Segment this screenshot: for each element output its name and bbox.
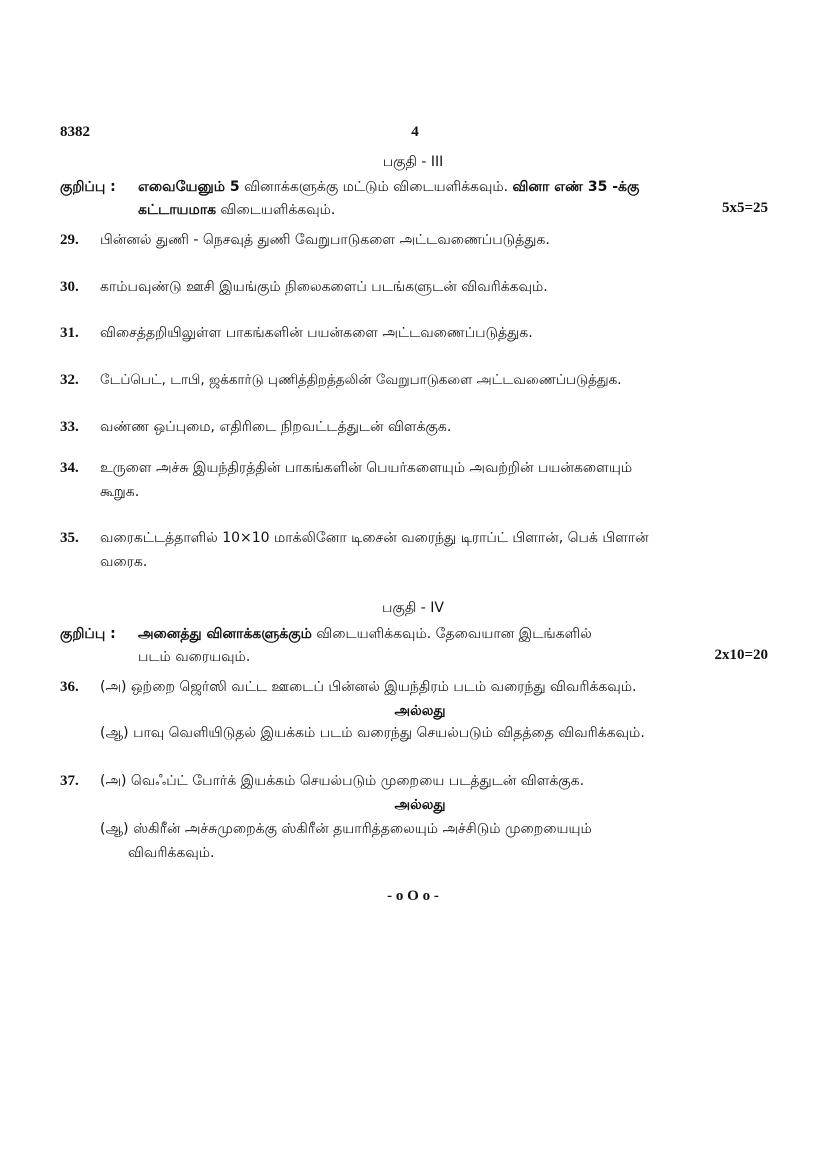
part3-title — [0, 151, 826, 173]
option-b-line2: விவரிக்கவும். — [128, 845, 215, 861]
question-37 — [60, 770, 740, 862]
part3-note-text1: வினாக்களுக்கு மட்டும் விடையளிக்கவும். — [239, 179, 513, 195]
part3-note-label: குறிப்பு : — [60, 179, 116, 195]
part4-note — [60, 623, 770, 669]
page-number: 4 — [411, 124, 419, 140]
end-mark: - o O o - — [387, 888, 439, 904]
question-text-line2: வரைக. — [100, 554, 148, 570]
question-text: பின்னல் துணி - நெசவுத் துணி வேறுபாடுகளை அட்டவணைப்படுத்துக. — [100, 232, 550, 248]
question-number: 35. — [60, 530, 79, 546]
question-36 — [60, 676, 740, 746]
part3-note-line2 — [138, 199, 335, 221]
part4-note-emph1: அனைத்து வினாக்களுக்கும் — [138, 626, 312, 642]
question-text-line1: உருளை அச்சு இயந்திரத்தின் பாகங்களின் பெயர்களையும் அவற்றின் பயன்களையும் — [100, 460, 633, 476]
part3-note-emph3: கட்டாயமாக — [138, 202, 217, 218]
part3-note-emph1: எவையேனும் 5 — [138, 179, 240, 195]
question-31 — [60, 322, 740, 344]
question-number: 33. — [60, 419, 79, 435]
part4-title-text: பகுதி - IV — [382, 600, 444, 616]
or-divider: அல்லது — [394, 703, 446, 719]
paper-code: 8382 — [60, 124, 90, 140]
part3-note-line1 — [138, 176, 770, 198]
option-a: (அ) வெஃப்ட் போர்க் இயக்கம் செயல்படும் முறையை படத்துடன் விளக்குக. — [100, 773, 585, 789]
question-number: 34. — [60, 460, 79, 476]
question-text: வண்ண ஒப்புமை, எதிரிடை நிறவட்டத்துடன் விளக்குக. — [100, 419, 452, 435]
or-divider: அல்லது — [394, 797, 446, 813]
part4-note-line1 — [138, 623, 770, 645]
part3-marks: 5x5=25 — [721, 200, 768, 216]
question-number: 29. — [60, 232, 79, 248]
part4-title — [0, 597, 826, 619]
question-30 — [60, 276, 740, 298]
question-32 — [60, 369, 740, 391]
part4-note-text1: விடையளிக்கவும். தேவையான இடங்களில் — [311, 626, 592, 642]
part4-marks: 2x10=20 — [714, 647, 768, 663]
part3-note-emph2: வினா எண் 35 -க்கு — [512, 179, 640, 195]
option-b: (ஆ) பாவு வெளியிடுதல் இயக்கம் படம் வரைந்து செயல்படும் விதத்தை விவரிக்கவும். — [100, 725, 645, 741]
question-35 — [60, 527, 740, 573]
question-33 — [60, 416, 740, 438]
question-text: காம்பவுண்டு ஊசி இயங்கும் நிலைகளைப் படங்களுடன் விவரிக்கவும். — [100, 279, 548, 295]
question-text-line2: கூறுக. — [100, 484, 140, 500]
part3-title-text: பகுதி - III — [382, 154, 444, 170]
part3-note — [60, 176, 770, 222]
part3-note-text2: விடையளிக்கவும். — [216, 202, 336, 218]
option-b-line1: (ஆ) ஸ்கிரீன் அச்சுமுறைக்கு ஸ்கிரீன் தயாரித்தலையும் அச்சிடும் முறையையும் — [100, 821, 592, 837]
part4-note-line2: படம் வரையவும். — [138, 649, 251, 665]
part4-note-label: குறிப்பு : — [60, 626, 116, 642]
question-34 — [60, 457, 740, 503]
question-text: டேப்பெட், டாபி, ஜக்கார்டு புணித்திறத்தலின் வேறுபாடுகளை அட்டவணைப்படுத்துக. — [100, 372, 622, 388]
question-number: 32. — [60, 372, 79, 388]
question-text: விசைத்தறியிலுள்ள பாகங்களின் பயன்களை அட்டவணைப்படுத்துக. — [100, 325, 533, 341]
option-a: (அ) ஒற்றை ஜெர்ஸி வட்ட ஊடைப் பின்னல் இயந்திரம் படம் வரைந்து விவரிக்கவும். — [100, 679, 637, 695]
question-number: 30. — [60, 279, 79, 295]
question-text-line1: வரைகட்டத்தாளில் 10×10 மாக்லினோ டிசைன் வரைந்து டிராப்ட் பிளான், பெக் பிளான் — [100, 530, 649, 546]
question-number: 31. — [60, 325, 79, 341]
question-29 — [60, 229, 740, 251]
question-number: 37. — [60, 773, 79, 789]
question-number: 36. — [60, 679, 79, 695]
